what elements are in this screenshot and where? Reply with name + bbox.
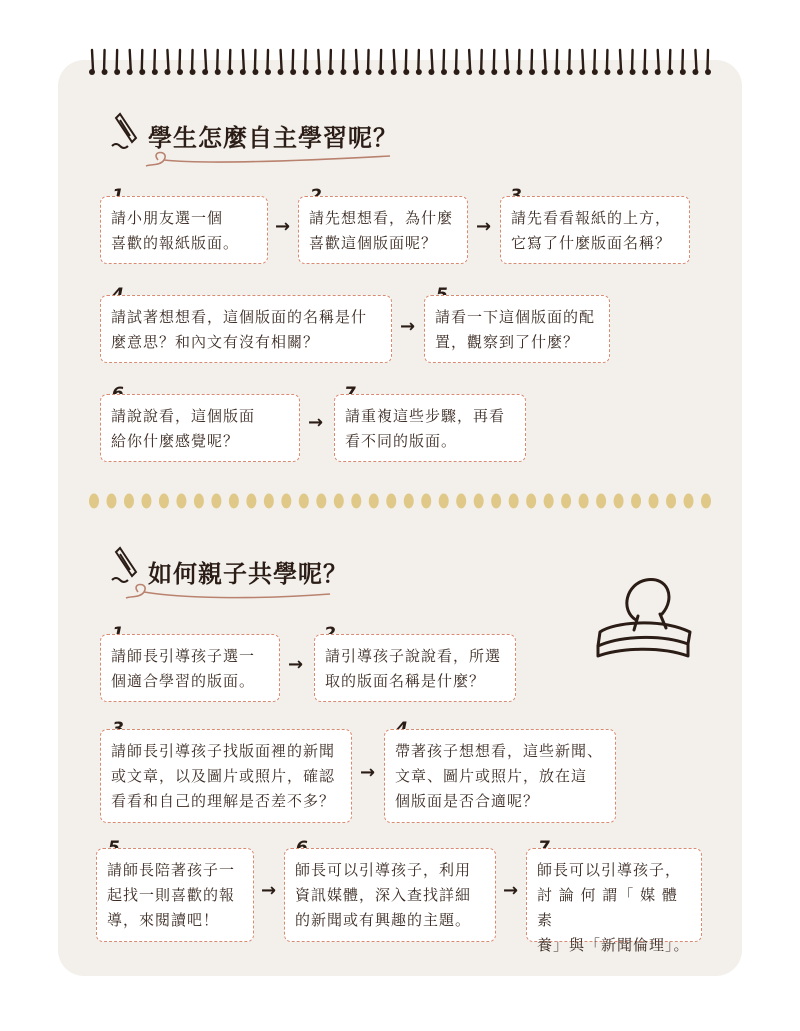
s2-step-box: 請師長引導孩子找版面裡的新聞 或文章，以及圖片或照片，確認 看看和自己的理解是否差不多？ [100,729,352,823]
divider-dot [439,494,449,509]
spiral-ring [567,50,573,75]
spiral-ring [328,50,334,75]
spiral-ring [152,50,158,75]
divider-dot [701,494,711,509]
divider-dot [404,494,414,509]
divider-dot [176,494,186,509]
divider-dot [229,494,239,509]
s2-step-box: 師長可以引導孩子，利用 資訊媒體，深入查找詳細 的新聞或有興趣的主題。 [284,848,496,942]
spiral-ring [315,50,321,75]
divider-dot [351,494,361,509]
divider-dot [194,494,204,509]
stamp-icon [590,570,700,670]
divider-dot [614,494,624,509]
divider-dot [561,494,571,509]
spiral-ring [516,50,522,75]
s1-step-box: 請試著想想看，這個版面的名稱是什 麼意思？和內文有沒有相關？ [100,295,392,363]
arrow-icon: → [360,762,376,783]
spiral-ring [479,50,485,75]
title-underline-squiggle [140,148,400,170]
divider-dot [596,494,606,509]
section2-title: 如何親子共學呢？ [148,560,348,588]
spiral-ring [240,50,246,75]
divider-dot [491,494,501,509]
spiral-ring [454,50,460,75]
s1-step-box: 請說說看，這個版面 給你什麼感覺呢？ [100,394,300,462]
divider-dot [211,494,221,509]
divider-dot [334,494,344,509]
divider-dot [316,494,326,509]
spiral-ring [542,50,548,75]
spiral-ring [378,50,384,75]
arrow-icon: → [261,880,277,901]
title-underline-squiggle [120,580,340,606]
spiral-ring [604,50,610,75]
divider-dot [141,494,151,509]
spiral-ring [89,50,95,75]
spiral-ring [466,50,472,75]
spiral-ring [554,50,560,75]
spiral-ring [127,50,133,75]
spiral-ring [617,50,623,75]
spiral-ring [227,50,233,75]
dotted-divider [88,492,712,510]
divider-dot [649,494,659,509]
divider-dot [474,494,484,509]
s2-step-box: 請師長引導孩子選一 個適合學習的版面。 [100,634,280,702]
s2-step-box: 師長可以引導孩子， 討 論 何 謂「 媒 體 素 養」與「新聞倫理」。 [526,848,702,942]
arrow-icon: → [275,216,291,237]
spiral-ring [252,50,258,75]
spiral-ring [529,50,535,75]
s1-step-box: 請先想想看，為什麼 喜歡這個版面呢？ [298,196,468,264]
divider-dot [124,494,134,509]
spiral-ring [278,50,284,75]
s1-step-box: 請看一下這個版面的配 置，觀察到了什麼？ [424,295,610,363]
spiral-ring [139,50,145,75]
divider-dot [421,494,431,509]
spiral-ring [102,50,108,75]
divider-dot [246,494,256,509]
spiral-ring [680,50,686,75]
spiral-ring [190,50,196,75]
spiral-ring [290,50,296,75]
spiral-ring [391,50,397,75]
spiral-ring [215,50,221,75]
spiral-ring [164,50,170,75]
divider-dot [684,494,694,509]
divider-dot [526,494,536,509]
spiral-ring [630,50,636,75]
paperclip-icon [108,112,142,152]
spiral-ring [114,50,120,75]
divider-dot [386,494,396,509]
divider-dot [509,494,519,509]
spiral-ring [416,50,422,75]
spiral-ring [667,50,673,75]
section1-title: 學生怎麼自主學習呢？ [148,124,398,152]
spiral-ring [491,50,497,75]
spiral-ring [592,50,598,75]
s2-step-box: 請師長陪著孩子一 起找一則喜歡的報 導，來閱讀吧！ [96,848,254,942]
spiral-ring [579,50,585,75]
s2-step-box: 帶著孩子想想看，這些新聞、 文章、圖片或照片，放在這 個版面是否合適呢？ [384,729,616,823]
divider-dot [456,494,466,509]
arrow-icon: → [503,880,519,901]
arrow-icon: → [288,654,304,675]
divider-dot [579,494,589,509]
divider-dot [264,494,274,509]
divider-dot [544,494,554,509]
spiral-ring [642,50,648,75]
divider-dot [159,494,169,509]
spiral-ring [340,50,346,75]
spiral-ring [705,50,711,75]
divider-dot [666,494,676,509]
spiral-ring [403,50,409,75]
spiral-ring [265,50,271,75]
s2-step-box: 請引導孩子說說看，所選 取的版面名稱是什麼？ [314,634,516,702]
spiral-ring [366,50,372,75]
divider-dot [89,494,99,509]
divider-dot [299,494,309,509]
s1-step-box: 請重複這些步驟，再看 看不同的版面。 [334,394,526,462]
divider-dot [631,494,641,509]
divider-dot [281,494,291,509]
divider-dot [106,494,116,509]
arrow-icon: → [400,316,416,337]
spiral-ring [441,50,447,75]
spiral-ring [353,50,359,75]
divider-dot [369,494,379,509]
spiral-ring [428,50,434,75]
s1-step-box: 請先看看報紙的上方， 它寫了什麼版面名稱？ [500,196,690,264]
s1-step-box: 請小朋友選一個 喜歡的報紙版面。 [100,196,268,264]
spiral-binding [88,44,712,78]
spiral-ring [655,50,661,75]
spiral-ring [177,50,183,75]
arrow-icon: → [476,216,492,237]
arrow-icon: → [308,412,324,433]
spiral-ring [303,50,309,75]
spiral-ring [692,50,698,75]
spiral-ring [202,50,208,75]
spiral-ring [504,50,510,75]
